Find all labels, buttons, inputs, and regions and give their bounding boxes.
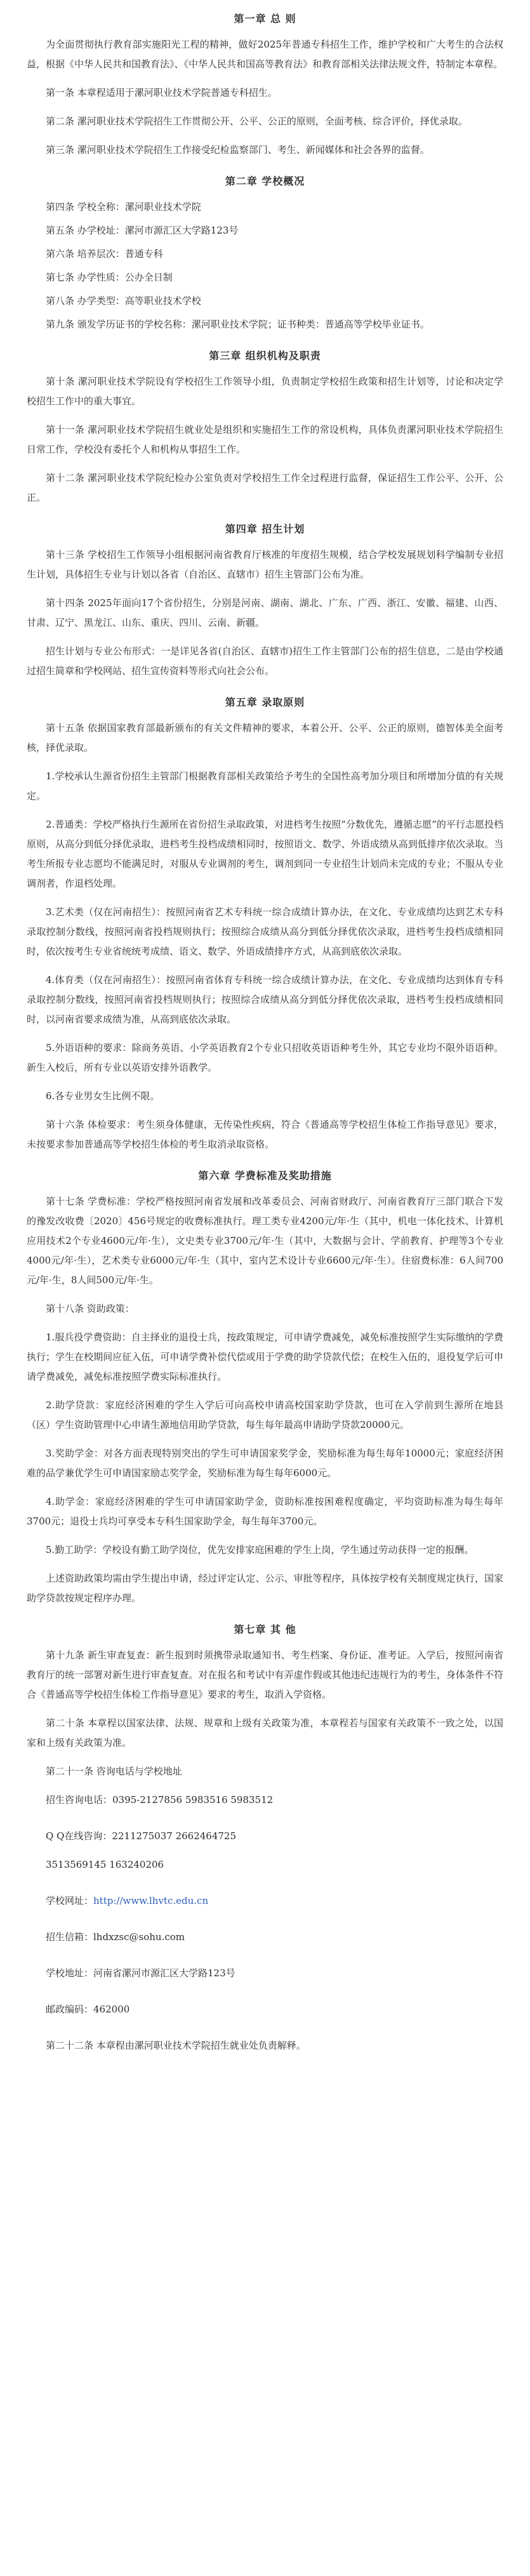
chapter-6-para-3: 1.服兵役学费资助：自主择业的退役士兵，按政策规定，可申请学费减免，减免标准按照学生实际缴纳的学费执行；学生在校期间应征入伍，可申请学费补偿代偿或用于学费的助学贷款代偿；在校生入伍的，退役复学后可申请学费减免，减免标准按照学费实际标准执行。 [27, 1331, 503, 1382]
chapter-5-para-1: 第十五条 依据国家教育部最新颁布的有关文件精神的要求，本着公开、公平、公正的原则，德智体美全面考核，择优录取。 [27, 722, 503, 753]
chapter-1-para-2: 第一条 本章程适用于漯河职业技术学院普通专科招生。 [46, 87, 277, 98]
contact-postcode: 邮政编码：462000 [46, 2004, 130, 2015]
chapter-3-para-2: 第十一条 漯河职业技术学院招生就业处是组织和实施招生工作的常设机构，具体负责漯河职业技术学院招生日常工作，学校没有委托个人和机构从事招生工作。 [27, 424, 503, 455]
chapter-6-para-5: 3.奖助学金：对各方面表现特别突出的学生可申请国家奖学金，奖励标准为每生每年10000元；家庭经济困难的品学兼优学生可申请国家励志奖学金，奖励标准为每生每年6000元。 [27, 1448, 503, 1479]
chapter-5-para-3: 2.普通类：学校严格执行生源所在省份招生录取政策，对进档考生按照“分数优先，遵循志愿”的平行志愿投档原则，从高分到低分择优录取，进档考生投档成绩相同时，按照语文、数学、外语成绩从高到低排序依次录取。当考生所报专业志愿均不能满足时，对服从专业调剂的考生，调剂到同一专业招生计划尚未完成的专业；不服从专业调剂者，作退档处理。 [27, 819, 503, 889]
chapter-2-para-6: 第九条 颁发学历证书的学校名称：漯河职业技术学院；证书种类：普通高等学校毕业证书。 [46, 319, 430, 330]
chapter-3-para-3: 第十二条 漯河职业技术学院纪检办公室负责对学校招生工作全过程进行监督，保证招生工作公平、公开、公正。 [27, 472, 503, 503]
chapter-5-title: 第五章 录取原则 [225, 696, 305, 708]
chapter-7-para-2: 第二十条 本章程以国家法律、法规、规章和上级有关政策为准，本章程若与国家有关政策不一致之处，以国家和上级有关政策为准。 [27, 1717, 503, 1748]
chapter-5-para-8: 第十六条 体检要求：考生须身体健康，无传染性疾病，符合《普通高等学校招生体检工作指导意见》要求，未按要求参加普通高等学校招生体检的考生取消录取资格。 [27, 1119, 503, 1150]
chapter-1-para-1: 为全面贯彻执行教育部实施阳光工程的精神，做好2025年普通专科招生工作，维护学校和广大考生的合法权益，根据《中华人民共和国教育法》、《中华人民共和国高等教育法》和教育部相关法律法规文件，特制定本章程。 [27, 39, 503, 70]
chapter-4-para-2: 第十四条 2025年面向17个省份招生，分别是河南、湖南、湖北、广东、广西、浙江、安徽、福建、山西、甘肃、辽宁、黑龙江、山东、重庆、四川、云南、新疆。 [27, 597, 503, 628]
chapter-4-para-1: 第十三条 学校招生工作领导小组根据河南省教育厅核准的年度招生规模，结合学校发展规划科学编制专业招生计划，具体招生专业与计划以各省（自治区、直辖市）招生主管部门公布为准。 [27, 549, 503, 580]
chapter-7-para-1: 第十九条 新生审查复查：新生报到时须携带录取通知书、考生档案、身份证、准考证。入学后，按照河南省教育厅的统一部署对新生进行审查复查。对在报名和考试中有弄虚作假或其他违纪违规行为的考生，身体条件不符合《普通高等学校招生体检工作指导意见》要求的考生，取消入学资格。 [27, 1649, 503, 1700]
chapter-6-para-8: 上述资助政策均需由学生提出申请，经过评定认定、公示、审批等程序，具体按学校有关制度规定执行，国家助学贷款按规定程序办理。 [27, 1573, 503, 1604]
contact-phone: 招生咨询电话：0395-2127856 5983516 5983512 [46, 1794, 274, 1806]
chapter-6-para-7: 5.勤工助学：学校设有勤工助学岗位，优先安排家庭困难的学生上岗，学生通过劳动获得一定的报酬。 [46, 1544, 474, 1556]
chapter-4-title: 第四章 招生计划 [225, 523, 305, 535]
chapter-3-title: 第三章 组织机构及职责 [209, 350, 321, 362]
contact-website [27, 1891, 503, 1911]
chapter-7-title: 第七章 其 他 [234, 1623, 296, 1635]
chapter-2-para-1: 第四条 学校全称：漯河职业技术学院 [46, 201, 201, 213]
contact-address: 学校地址：河南省漯河市源汇区大学路123号 [46, 1967, 235, 1979]
website-link[interactable]: http://www.lhvtc.edu.cn [93, 1895, 209, 1906]
closing-article: 第二十二条 本章程由漯河职业技术学院招生就业处负责解释。 [46, 2040, 306, 2051]
chapter-6-para-1: 第十七条 学费标准：学校严格按照河南省发展和改革委员会、河南省财政厅、河南省教育厅三部门联合下发的豫发改收费〔2020〕456号规定的收费标准执行。理工类专业4200元/年·生（其中，机电一体化技术、计算机应用技术2个专业4600元/年·生），文史类专业3700元/年·生（其中，大数据与会计、学前教育、护理等3个专业4000元/年·生），艺术类专业6000元/年·生（其中，室内艺术设计专业6600元/年·生）。住宿费标准：6人间700元/年·生，8人间500元/年·生。 [27, 1196, 503, 1286]
chapter-2-para-4: 第七条 办学性质：公办全日制 [46, 272, 173, 283]
contact-qq-line-1: Q Q在线咨询：2211275037 2662464725 [46, 1830, 237, 1842]
chapter-1-title: 第一章 总 则 [234, 13, 296, 25]
chapter-5-para-7: 6.各专业男女生比例不限。 [46, 1090, 160, 1102]
chapter-6-title: 第六章 学费标准及奖助措施 [198, 1170, 332, 1182]
chapter-1-para-4: 第三条 漯河职业技术学院招生工作接受纪检监察部门、考生、新闻媒体和社会各界的监督。 [46, 144, 430, 155]
chapter-7-para-3: 第二十一条 咨询电话与学校地址 [46, 1766, 182, 1777]
contact-email: 招生信箱：lhdxzsc@sohu.com [46, 1931, 185, 1943]
chapter-5-para-2: 1.学校承认生源省份招生主管部门根据教育部相关政策给予考生的全国性高考加分项目和所增加分值的有关规定。 [27, 770, 503, 802]
chapter-3-para-1: 第十条 漯河职业技术学院设有学校招生工作领导小组，负责制定学校招生政策和招生计划等，讨论和决定学校招生工作中的重大事宜。 [27, 376, 503, 407]
chapter-2-para-2: 第五条 办学校址：漯河市源汇区大学路123号 [46, 225, 239, 236]
contact-website-label: 学校网址： [46, 1895, 94, 1906]
chapter-4-para-3: 招生计划与专业公布形式：一是详见各省(自治区、直辖市)招生工作主管部门公布的招生信息，二是由学校通过招生简章和学校网站、招生宣传资料等形式向社会公布。 [27, 645, 503, 677]
chapter-5-para-4: 3.艺术类（仅在河南招生）：按照河南省艺术专科统一综合成绩计算办法，在文化、专业成绩均达到艺术专科录取控制分数线，按照河南省投档规则执行；按照综合成绩从高分到低分择优依次录取，进档考生投档成绩相同时，依次按考生专业省统统考成绩、语文、数学、外语成绩排序方式，从高到底依次录取。 [27, 906, 503, 957]
chapter-2-para-5: 第八条 办学类型：高等职业技术学校 [46, 295, 201, 307]
chapter-2-title: 第二章 学校概况 [225, 175, 305, 187]
contact-qq-line-2: 3513569145 163240206 [46, 1859, 164, 1870]
chapter-5-para-6: 5.外语语种的要求：除商务英语、小学英语教育2个专业只招收英语语种考生外，其它专业均不限外语语种。新生入校后，所有专业以英语安排外语教学。 [27, 1042, 503, 1073]
chapter-6-para-2: 第十八条 资助政策： [46, 1303, 135, 1314]
chapter-1-para-3: 第二条 漯河职业技术学院招生工作贯彻公开、公平、公正的原则，全面考核、综合评价，择优录取。 [46, 116, 468, 127]
chapter-5-para-5: 4.体育类（仅在河南招生）：按照河南省体育专科统一综合成绩计算办法，在文化、专业成绩均达到体育专科录取控制分数线，按照河南省投档规则执行；按照综合成绩从高分到低分择优依次录取，进档考生投档成绩相同时，以河南省要求成绩为准，从高到底依次录取。 [27, 974, 503, 1025]
chapter-6-para-6: 4.助学金：家庭经济困难的学生可申请国家助学金，资助标准按困难程度确定，平均资助标准为每生每年3700元；退役士兵均可享受本专科生国家助学金，每生每年3700元。 [27, 1496, 503, 1527]
chapter-6-para-4: 2.助学贷款：家庭经济困难的学生入学后可向高校申请高校国家助学贷款，也可在入学前到生源所在地县（区）学生资助管理中心申请生源地信用助学贷款，每生每年最高申请助学贷款20000元。 [27, 1399, 503, 1430]
chapter-2-para-3: 第六条 培养层次：普通专科 [46, 248, 163, 260]
